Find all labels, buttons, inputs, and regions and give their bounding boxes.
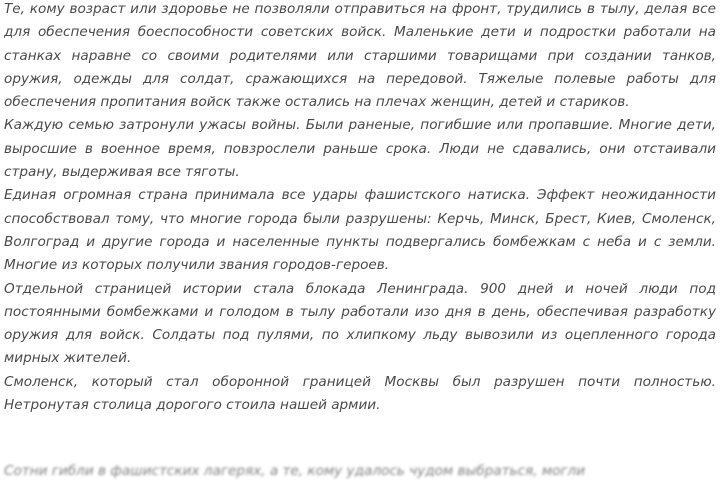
paragraph-leningrad: Отдельной страницей истории стала блокада Ленинграда. 900 дней и ночей люди под постоянными бомбежками и голодом в тылу работали изо дня в день, обеспечивая разработку оружия для войск. Солдаты под пулями, по хлипкому льду вывозили из оцепленного города мирных жителей. [4,280,716,367]
paragraph-cities: Единая огромная страна принимала все удары фашистского натиска. Эффект неожиданности способствовал тому, что многие города были разрушены: Керчь, Минск, Брест, Киев, Смоленск, Волгоград и другие города и населенные пункты подвергались бомбежкам с неба и с земли. Многие из которых получили звания городов-героев. [4,187,716,274]
paragraph-home-front: Те, кому возраст или здоровье не позволяли отправиться на фронт, трудились в тылу, делая все для обеспечения боеспособности советских войск. Маленькие дети и подростки работали на станках наравне со своими родителями или старшими товарищами при создании танков, оружия, одежды для солдат, сражающихся на передовой. Тяжелые полевые работы для обеспечения пропитания войск также остались на плечах женщин, детей и стариков. [4,1,716,111]
paragraph-families: Каждую семью затронули ужасы войны. Были раненые, погибшие или пропавшие. Многие дети, выросшие в военное время, повзрослели раньше срока. Люди не сдавались, они отстаивали страну, выдерживая все тяготы. [4,117,716,181]
paragraph-smolensk: Смоленск, который стал оборонной границей Москвы был разрушен почти полностью. Нетронутая столица дорогого стоила нашей армии. [4,373,716,414]
cut-off-line: Сотни гибли в фашистских лагерях, а те, кому удалось чудом выбраться, могли [4,463,586,479]
essay-text [4,0,716,417]
